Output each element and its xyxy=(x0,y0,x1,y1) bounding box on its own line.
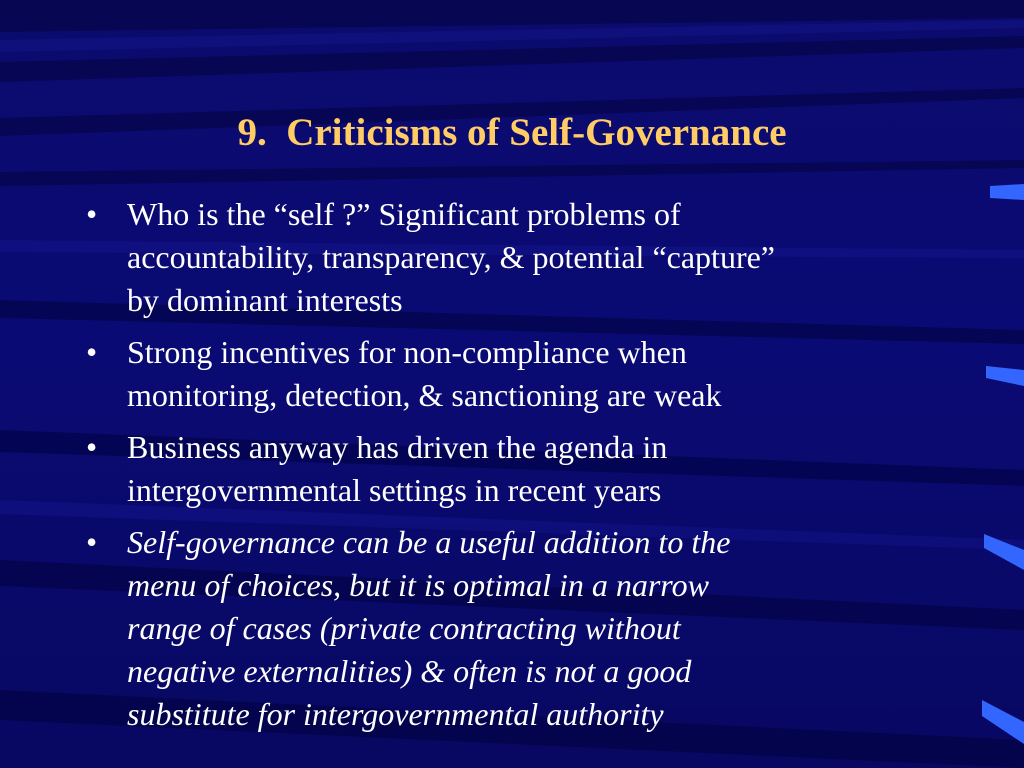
bullet-list xyxy=(86,193,966,745)
bullet-marker: • xyxy=(86,196,98,232)
bullet-text: Who is the “self ?” Significant problems of accountability, transparency, & potential “capture” by dominant interests xyxy=(127,196,775,318)
slide-title: 9. Criticisms of Self-Governance xyxy=(237,111,787,154)
bullet-item xyxy=(86,331,966,417)
bullet-text: Business anyway has driven the agenda in intergovernmental settings in recent years xyxy=(127,429,668,508)
bullet-text: Self-governance can be a useful addition to the menu of choices, but it is optimal in a narrow range of cases (private contracting without negative externalities) & often is not a good substitute for intergovernmental authority xyxy=(127,524,731,732)
bullet-text: Strong incentives for non-compliance when monitoring, detection, & sanctioning are weak xyxy=(127,334,722,413)
bullet-marker: • xyxy=(86,429,98,465)
bullet-marker: • xyxy=(86,334,98,370)
bullet-marker: • xyxy=(86,524,98,560)
bullet-item xyxy=(86,521,966,736)
accent-streaks xyxy=(982,184,1024,744)
bullet-item xyxy=(86,193,966,322)
bullet-item xyxy=(86,426,966,512)
